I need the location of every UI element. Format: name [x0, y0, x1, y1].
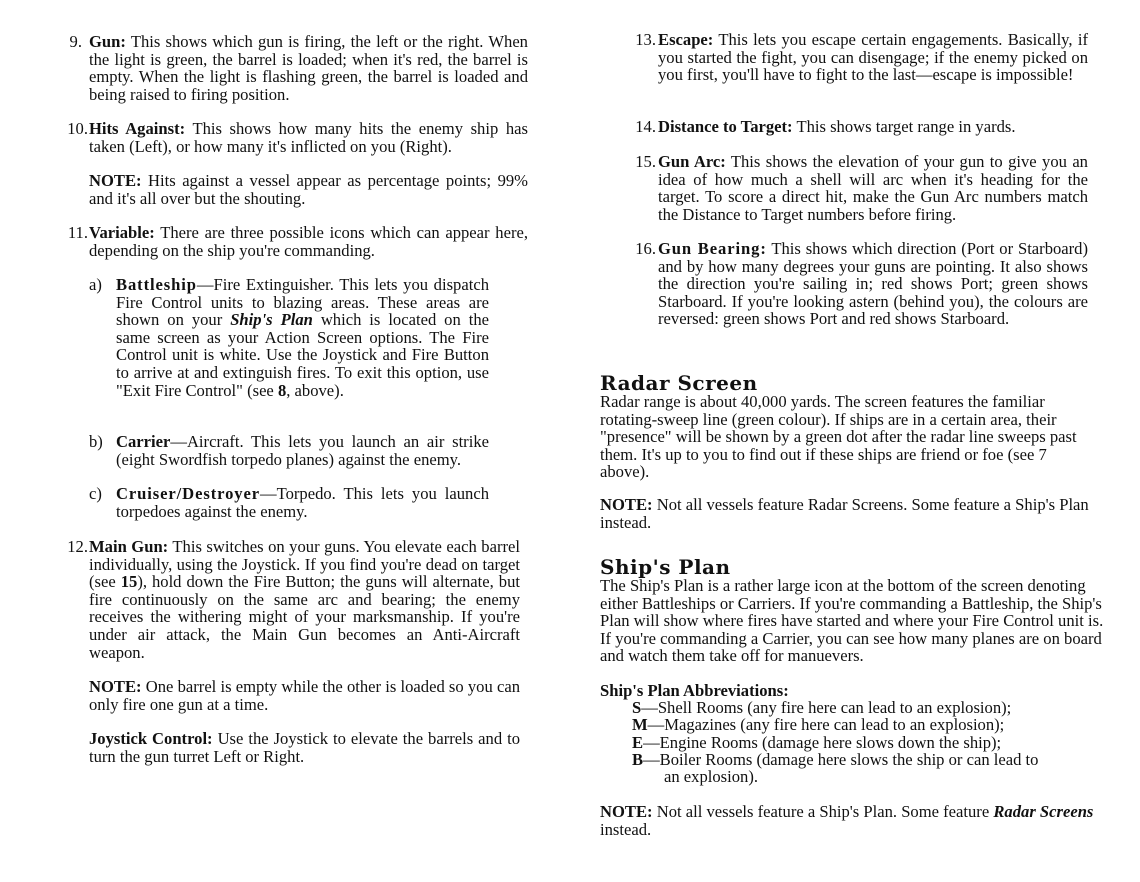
item-term: Gun Bearing:: [658, 239, 767, 258]
subitem-term: Cruiser/Destroyer: [116, 484, 261, 503]
abbr-key: E: [632, 733, 644, 752]
item-body: [89, 538, 520, 661]
item-text: This shows target range in yards.: [796, 117, 1016, 136]
item-text: This shows which gun is firing, the left or the right. When the light is green, the barrel is loaded; when it's red, the barrel is empty. When the light is flashing green, the barrel is loaded and being raised to firing position.: [89, 32, 528, 104]
subitem-letter: c): [89, 484, 102, 503]
subitem-text-cont: which is located on the same screen as your Action Screen options. The Fire Control unit is white. Use the Joystick and Fire Button to arrive at and extinguish fires. To exit this option, use "Exit Fire Control" (see: [116, 310, 489, 400]
item-text: This switches on your guns. You elevate each barrel individually, using the Joystick. If you find you're dead on target (see: [89, 537, 520, 592]
item-number: 10.: [67, 119, 88, 138]
item-number: 14.: [635, 117, 656, 136]
item-number: 16.: [635, 239, 656, 258]
subitem-letter: b): [89, 432, 103, 451]
abbr-key: M: [632, 715, 648, 734]
note-label: NOTE:: [89, 677, 142, 697]
abbr-text: —Engine Rooms (damage here slows down the ship);: [643, 733, 1002, 752]
subitem-term: Battleship: [116, 275, 197, 294]
item-text: There are three possible icons which can appear here, depending on the ship you're commanding.: [89, 223, 528, 260]
abbr-key: S: [632, 698, 642, 717]
item-body: [658, 240, 1088, 328]
item-body: [89, 224, 528, 259]
abbr-key: B: [632, 750, 644, 769]
section-ref: 15: [120, 572, 138, 592]
item-body: [89, 33, 528, 103]
subitem-term: Carrier: [116, 432, 171, 451]
item-term: Variable:: [89, 223, 155, 242]
item-number: 13.: [635, 30, 656, 49]
item-body: [658, 118, 1088, 136]
item-11: [58, 224, 528, 259]
abbr-row-b-cont: an explosion).: [664, 767, 759, 786]
item-16: [626, 240, 1088, 328]
subitem-letter: a): [89, 275, 102, 294]
subitem-body: [116, 433, 489, 468]
joystick-control: [89, 730, 520, 765]
note: [89, 678, 520, 713]
radar-screen-text: Radar range is about 40,000 yards. The screen features the familiar rotating-sweep line (green colour). If ships are in a certain area, their "presence" will be shown by a green dot after the radar line sweeps past them. It's up to you to find out if these ships are friend or foe (see 7 above).: [600, 392, 1077, 482]
note-label: NOTE:: [600, 495, 653, 514]
item-term: Hits Against:: [89, 119, 186, 138]
note-label: NOTE:: [600, 802, 653, 821]
subitem-b: [89, 433, 489, 468]
item-text-cont: ), hold down the Fire Button; the guns will alternate, but fire continuously on the same arc and bearing; the enemy receives the withering might of your marksmanship. If you're under air attack, the Main Gun becomes an Anti-Aircraft weapon.: [89, 572, 520, 662]
item-term: Escape:: [658, 30, 714, 49]
item-text: This shows how many hits the enemy ship has taken (Left), or how many it's inflicted on you (Right).: [89, 119, 528, 156]
radar-note: [600, 496, 1100, 531]
item-text: This shows which direction (Port or Starboard) and by how many degrees your guns are pointing. It also shows the direction you're sailing in; red shows Port; green shows Starboard. If you're looking astern (behind you), the colours are reversed: green shows Port and red shows Starboard.: [658, 239, 1089, 329]
item-text: This shows the elevation of your gun to give you an idea of how much a shell will arc when it's heading for the target. To score a direct hit, make the Gun Arc numbers match the Distance to Target numbers before firing.: [658, 152, 1088, 224]
item-15: [626, 153, 1088, 223]
radar-screen-heading: Radar Screen: [600, 371, 758, 395]
radar-screens-emphasis: Radar Screens: [993, 802, 1094, 821]
item-number: 9.: [69, 32, 82, 51]
note-text-end: instead.: [600, 819, 652, 839]
abbr-row-s: [632, 699, 1011, 717]
note-text: One barrel is empty while the other is loaded so you can only fire one gun at a time.: [89, 677, 520, 714]
note: [89, 172, 528, 207]
item-13: [626, 31, 1088, 84]
subitem-text-end: , above).: [286, 380, 344, 400]
abbr-row-m: [632, 716, 1004, 734]
subitem-text: This lets you dispatch Fire Control units to blazing areas. These areas are shown on your: [116, 275, 489, 330]
item-number: 15.: [635, 152, 656, 171]
ships-plan-emphasis: Ship's Plan: [230, 310, 313, 330]
note-text: Not all vessels feature a Ship's Plan. Some feature: [656, 802, 990, 821]
abbr-row-b: [632, 751, 1038, 769]
item-number: 12.: [67, 537, 88, 556]
subitem-text: —Torpedo. This lets you launch torpedoes against the enemy.: [116, 484, 489, 521]
subitem-a: [89, 276, 489, 399]
item-9: [58, 33, 528, 103]
item-10: [58, 120, 528, 207]
subitem-dash: —Fire Extinguisher.: [196, 275, 334, 294]
note-text: Not all vessels feature Radar Screens. Some feature a Ship's Plan instead.: [600, 495, 1089, 532]
ships-plan-heading: Ship's Plan: [600, 555, 731, 579]
item-term: Distance to Target:: [658, 117, 793, 136]
abbr-text: —Shell Rooms (any fire here can lead to an explosion);: [641, 698, 1012, 717]
item-term: Gun Arc:: [658, 152, 726, 171]
ships-plan-note: [600, 803, 1100, 838]
subitem-body: [116, 485, 489, 520]
note-label: NOTE:: [89, 171, 142, 191]
item-text: This lets you escape certain engagements. Basically, if you started the fight, you can disengage; if the enemy picked on you first, you'll have to fight to the last—escape is impossible!: [658, 30, 1088, 85]
section-ref: 8: [277, 380, 287, 400]
item-body: [658, 31, 1088, 84]
item-body: [658, 153, 1088, 223]
ships-plan-text: The Ship's Plan is a rather large icon at the bottom of the screen denoting either Battleships or Carriers. If you're commanding a Battleship, the Ship's Plan will show where fires have started and where your Fire Control unit is. If you're commanding a Carrier, you can see how many planes are on board and watch them take off for manuevers.: [600, 576, 1104, 666]
subitem-body: [116, 276, 489, 399]
subitem-text: —Aircraft. This lets you launch an air strike (eight Swordfish torpedo planes) against the enemy.: [116, 432, 489, 469]
subitem-c: [89, 485, 489, 520]
item-term: Main Gun:: [89, 537, 169, 556]
abbr-row-e: [632, 734, 1001, 752]
item-number: 11.: [67, 223, 88, 242]
abbr-text: —Magazines (any fire here can lead to an explosion);: [647, 715, 1005, 734]
item-body: [89, 120, 528, 155]
joystick-text: Use the Joystick to elevate the barrels and to turn the gun turret Left or Right.: [89, 729, 521, 766]
item-14: [626, 118, 1088, 136]
item-12: [58, 538, 520, 766]
note-text: Hits against a vessel appear as percentage points; 99% and it's all over but the shouting.: [89, 171, 528, 208]
abbreviations-title: Ship's Plan Abbreviations:: [600, 681, 789, 700]
joystick-label: Joystick Control:: [89, 729, 213, 749]
abbr-text: —Boiler Rooms (damage here slows the ship or can lead to: [643, 750, 1039, 769]
item-term: Gun:: [89, 32, 126, 51]
